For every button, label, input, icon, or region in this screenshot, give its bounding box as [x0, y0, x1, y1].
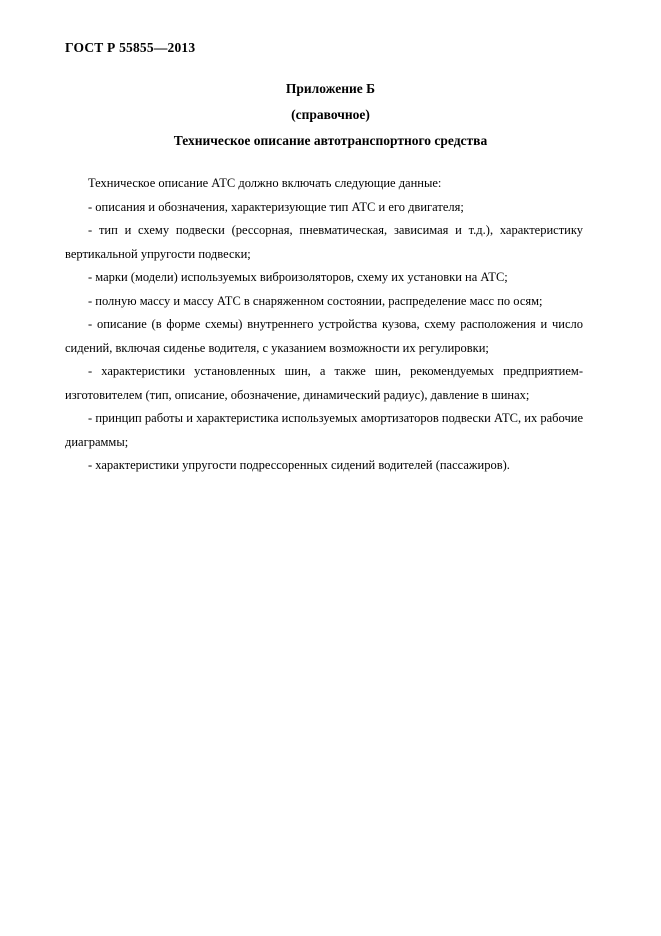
list-item: - принцип работы и характеристика используемых амортизаторов подвески АТС, их рабочие диаграммы; [65, 411, 583, 449]
list-item: - характеристики упругости подрессоренных сидений водителей (пассажиров). [88, 458, 510, 472]
document-code: ГОСТ Р 55855—2013 [65, 40, 196, 55]
list-item: - тип и схему подвески (рессорная, пневматическая, зависимая и т.д.), характеристику вертикальной упругости подвески; [65, 223, 583, 261]
list-item: - полную массу и массу АТС в снаряженном состоянии, распределение масс по осям; [88, 293, 543, 308]
paragraph-intro: Техническое описание АТС должно включать следующие данные: [88, 176, 442, 190]
list-item: - характеристики установленных шин, а также шин, рекомендуемых предприятием-изготовителем (тип, описание, обозначение, динамический радиус), давление в шинах; [65, 364, 583, 402]
annex-body [65, 172, 583, 478]
list-item: - описания и обозначения, характеризующие тип АТС и его двигателя; [88, 199, 464, 214]
list-item: - описание (в форме схемы) внутреннего устройства кузова, схему расположения и число сидений, включая сиденье водителя, с указанием возможности их регулировки; [65, 317, 583, 355]
list-item: - марки (модели) используемых виброизоляторов, схему их установки на АТС; [88, 270, 508, 284]
annex-title: Приложение Б [285, 81, 376, 96]
annex-type: (справочное) [291, 107, 370, 122]
annex-heading: Техническое описание автотранспортного средства [173, 133, 488, 148]
